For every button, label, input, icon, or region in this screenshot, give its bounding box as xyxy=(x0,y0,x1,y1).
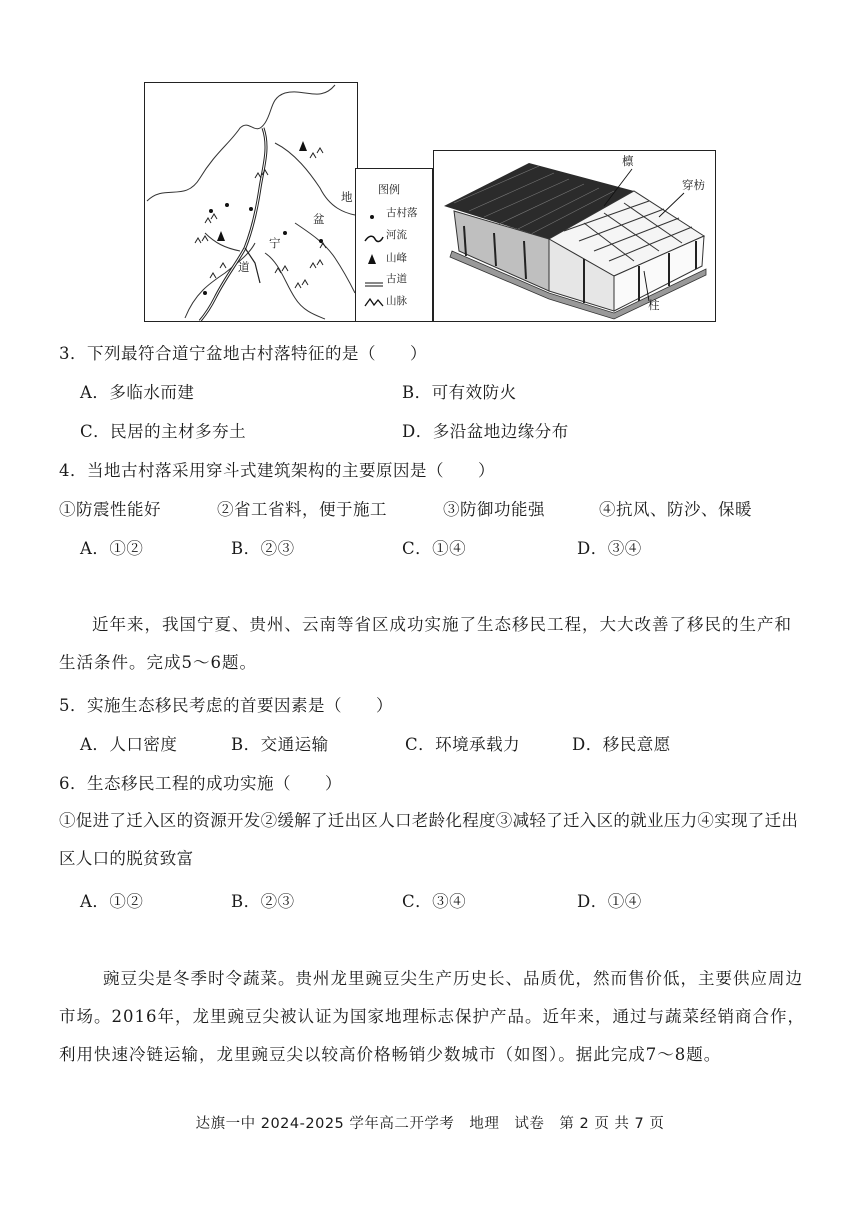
map-legend xyxy=(355,168,433,322)
q6-stem: 6．生态移民工程的成功实施（ ） xyxy=(59,774,342,793)
label-column: 柱 xyxy=(648,298,660,312)
q3-option-c[interactable]: C．民居的主材多夯土 xyxy=(80,422,247,441)
label-chuanfang: 穿枋 xyxy=(682,178,705,192)
legend-item-village: 古村落 xyxy=(386,207,418,219)
q5-option-b[interactable]: B．交通运输 xyxy=(231,735,329,754)
q5-option-c[interactable]: C．环境承载力 xyxy=(405,735,521,754)
chuandou-building-figure xyxy=(433,150,716,322)
q6-statements: ①促进了迁入区的资源开发②缓解了迁出区人口老龄化程度③减轻了迁入区的就业压力④实现了迁出区人口的脱贫致富 xyxy=(59,811,799,868)
village-icon xyxy=(364,207,380,226)
q4-statement-4: ④抗风、防沙、保暖 xyxy=(599,500,752,519)
q6-option-c[interactable]: C．③④ xyxy=(402,892,467,911)
map-label-dao: 道 xyxy=(238,260,250,274)
map-label-di: 地 xyxy=(341,190,353,204)
q4-option-c[interactable]: C．①④ xyxy=(402,539,467,558)
peak-icon xyxy=(364,250,380,269)
map-label-ning: 宁 xyxy=(269,236,281,250)
q3-option-d[interactable]: D．多沿盆地边缘分布 xyxy=(402,422,569,441)
basin-map xyxy=(144,82,358,322)
passage-ecological-migration: 近年来，我国宁夏、贵州、云南等省区成功实施了生态移民工程，大大改善了移民的生产和生活条件。完成5～6题。 xyxy=(59,615,792,672)
q6-option-a[interactable]: A．①② xyxy=(80,892,144,911)
q3-stem: 3．下列最符合道宁盆地古村落特征的是（ ） xyxy=(59,344,427,363)
q4-statement-1: ①防震性能好 xyxy=(59,500,161,519)
q5-option-d[interactable]: D．移民意愿 xyxy=(572,735,671,754)
passage-pea-shoots: 豌豆尖是冬季时令蔬菜。贵州龙里豌豆尖生产历史长、品质优，然而售价低，主要供应周边市场。2016年，龙里豌豆尖被认证为国家地理标志保护产品。近年来，通过与蔬菜经销商合作，利用快速冷链运输，龙里豌豆尖以较高价格畅销少数城市（如图）。据此完成7～8题。 xyxy=(59,969,805,1064)
legend-item-river: 河流 xyxy=(386,229,407,241)
building-drawing xyxy=(434,151,715,321)
q6-option-d[interactable]: D．①④ xyxy=(577,892,642,911)
q5-stem: 5．实施生态移民考虑的首要因素是（ ） xyxy=(59,696,393,715)
legend-item-peak: 山峰 xyxy=(386,252,407,264)
q4-statement-2: ②省工省料，便于施工 xyxy=(217,500,387,519)
legend-item-ancient-road: 古道 xyxy=(386,273,407,285)
q4-option-d[interactable]: D．③④ xyxy=(577,539,642,558)
legend-item-mountain-range: 山脉 xyxy=(386,295,407,307)
q3-option-a[interactable]: A．多临水而建 xyxy=(80,383,195,402)
river-icon xyxy=(364,229,384,248)
q6-option-b[interactable]: B．②③ xyxy=(231,892,295,911)
page-footer: 达旗一中 2024-2025 学年高二开学考 地理 试卷 第 2 页 共 7 页 xyxy=(195,1116,665,1132)
mountain-range-icon xyxy=(364,293,384,312)
basin-map-drawing xyxy=(145,83,357,321)
map-label-pen: 盆 xyxy=(313,212,325,226)
q5-option-a[interactable]: A．人口密度 xyxy=(80,735,178,754)
legend-title: 图例 xyxy=(378,183,400,196)
q4-option-a[interactable]: A．①② xyxy=(80,539,144,558)
q4-stem: 4．当地古村落采用穿斗式建筑架构的主要原因是（ ） xyxy=(59,461,495,480)
q3-option-b[interactable]: B．可有效防火 xyxy=(402,383,517,402)
q4-option-b[interactable]: B．②③ xyxy=(231,539,295,558)
ancient-road-icon xyxy=(364,274,384,293)
q4-statement-3: ③防御功能强 xyxy=(443,500,545,519)
label-purlin: 檩 xyxy=(622,154,634,168)
